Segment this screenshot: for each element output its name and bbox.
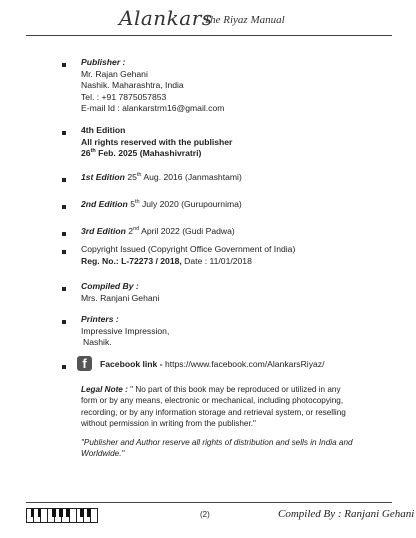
compiled-block	[81, 281, 159, 304]
compiled-heading: Compiled By :	[81, 281, 139, 291]
bullet	[62, 131, 66, 135]
piano-keys-icon	[26, 508, 98, 523]
bullet	[62, 250, 66, 254]
registration-date: Date : 11/01/2018	[181, 255, 252, 266]
brand-logo: Alankars	[119, 6, 213, 30]
edition-block	[81, 125, 232, 160]
printers-block	[81, 314, 169, 349]
facebook-label: Facebook link -	[100, 359, 163, 369]
publisher-line: Mr. Rajan Gehani	[81, 68, 148, 79]
copyright-block	[81, 244, 295, 267]
brand-subtitle: The Riyaz Manual	[204, 14, 285, 26]
edition-date: 26th Feb. 2025 (Mahashivratri)	[81, 148, 202, 159]
facebook-link[interactable]	[100, 359, 324, 369]
rights-line: All rights reserved with the publisher	[81, 136, 233, 147]
publisher-line: E-mail Id : alankarstrm16@gmail.com	[81, 103, 225, 114]
reserve-note: Worldwide."	[81, 449, 125, 459]
page-number: (2)	[200, 510, 210, 519]
bullet	[62, 365, 66, 369]
printers-line: Impressive Impression,	[81, 325, 170, 336]
registration-number: Reg. No.: L-72273 / 2018,	[81, 255, 182, 266]
header-rule	[26, 35, 392, 36]
edition-item: 2nd Edition 5th July 2020 (Gurupournima)	[81, 199, 242, 209]
edition-item: 1st Edition 25th Aug. 2016 (Janmashtami)	[81, 172, 242, 182]
publisher-heading: Publisher :	[81, 57, 126, 67]
facebook-url[interactable]: https://www.facebook.com/AlankarsRiyaz/	[162, 359, 325, 369]
bullet	[62, 232, 66, 236]
edition-item: 3rd Edition 2nd April 2022 (Gudi Padwa)	[81, 226, 235, 236]
publisher-line: Tel. : +91 7875057853	[81, 91, 167, 102]
footer-compiled-by: Compiled By : Ranjani Gehani	[278, 508, 415, 520]
facebook-icon: f	[77, 356, 92, 371]
footer-rule	[26, 502, 392, 503]
edition-line: 4th Edition	[81, 125, 126, 135]
bullet	[62, 287, 66, 291]
legal-note: Legal Note : " No part of this book may be reproduced or utilized in any form or by any means, electronic or mechanical, including photocopying, recording, or by any information storage and retrieval system, or reselling without permission in writing from the publisher." "Publisher and Author reserve all rights of distribution and sells in India and Worldwide."	[81, 384, 393, 460]
copyright-line: Copyright Issued (Copyright Office Government of India)	[81, 244, 296, 254]
bullet	[62, 63, 66, 67]
legal-heading: Legal Note :	[81, 385, 128, 394]
publisher-line: Nashik. Maharashtra, India	[81, 80, 184, 91]
bullet	[62, 205, 66, 209]
printers-heading: Printers :	[81, 314, 119, 324]
bullet	[62, 320, 66, 324]
reserve-note: "Publisher and Author reserve all rights of distribution and sells in India and	[81, 438, 353, 448]
compiled-name: Mrs. Ranjani Gehani	[81, 292, 160, 303]
bullet	[62, 178, 66, 182]
page-header	[0, 0, 416, 40]
printers-line: Nashik.	[83, 337, 112, 348]
publisher-block	[81, 57, 224, 115]
